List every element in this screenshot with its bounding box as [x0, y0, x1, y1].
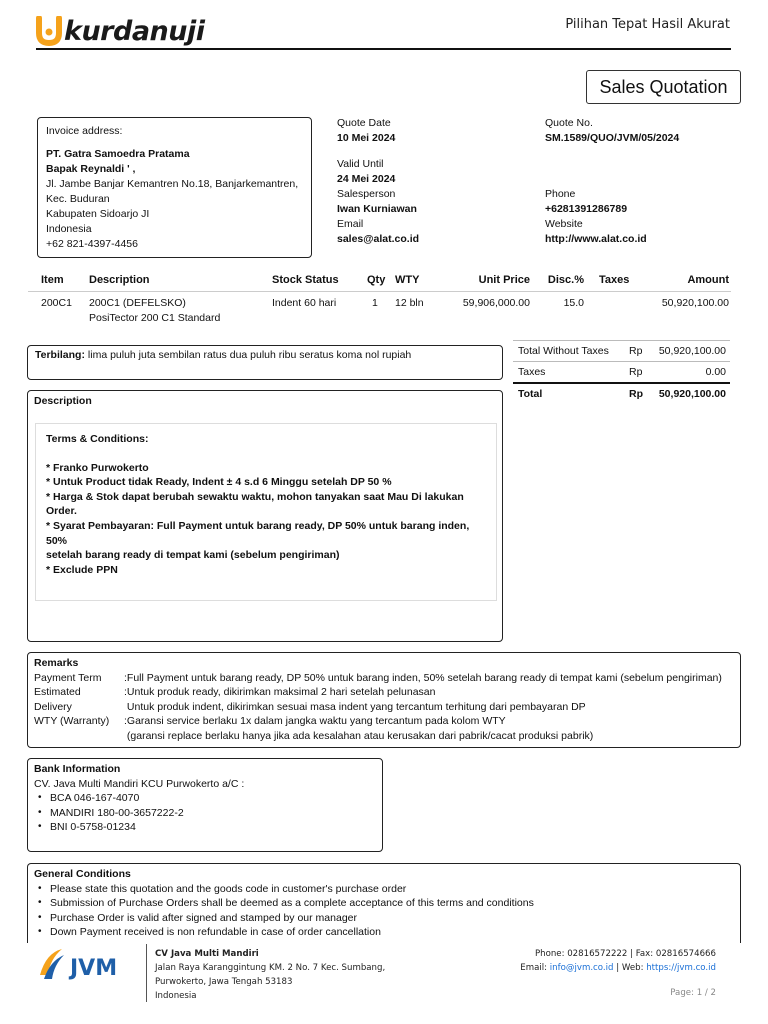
- col-item: Item: [41, 274, 64, 286]
- terbilang-text: lima puluh juta sembilan ratus dua puluh ribu seratus koma nol rupiah: [87, 349, 412, 361]
- invoice-address-label: Invoice address:: [46, 125, 123, 137]
- invoice-company: PT. Gatra Samoedra Pratama: [46, 148, 190, 160]
- row-item: 200C1: [41, 297, 72, 309]
- invoice-address-line: Jl. Jambe Banjar Kemantren No.18, Banjarkemantren,: [46, 178, 299, 190]
- list-item: • Submission of Purchase Orders shall be deemed as a complete acceptance of this terms and conditions: [34, 896, 734, 911]
- col-wty: WTY: [395, 274, 420, 286]
- terms-line: * Exclude PPN: [46, 563, 118, 576]
- remarks-row: [34, 685, 734, 700]
- total-value: 50,920,100.00: [658, 388, 726, 400]
- bank-list: [34, 791, 376, 835]
- remarks-key: [34, 729, 124, 744]
- jvm-logo: [36, 945, 136, 985]
- total-label: Total: [518, 388, 543, 400]
- col-amount: Amount: [687, 274, 729, 286]
- invoice-address-box: [37, 117, 312, 258]
- quote-date-block: [337, 116, 395, 146]
- logo-u-mark-icon: [36, 16, 62, 46]
- currency: Rp: [629, 388, 643, 400]
- terbilang-box: [27, 345, 503, 380]
- salesperson-value: Iwan Kurniawan: [337, 203, 417, 215]
- terms-line: setelah barang ready di tempat kami (sebelum pengiriman): [46, 549, 340, 562]
- quote-date-label: Quote Date: [337, 117, 391, 129]
- list-item: • Down Payment received is non refundable in case of order cancellation: [34, 925, 734, 940]
- terms-line: * Syarat Pembayaran: Full Payment untuk barang ready, DP 50% untuk barang inden,: [46, 519, 470, 532]
- table-row: [28, 292, 731, 328]
- footer-divider: [146, 944, 147, 1002]
- items-table-header: [28, 270, 731, 292]
- row-qty: 1: [372, 297, 378, 309]
- row-unit-price: 59,906,000.00: [462, 297, 530, 309]
- footer-phone-fax: Phone: 02816572222 | Fax: 02816574666: [534, 949, 716, 959]
- terms-box: [35, 423, 497, 601]
- valid-until-label: Valid Until: [337, 158, 384, 170]
- list-item: • BCA 046-167-4070: [34, 791, 376, 806]
- footer-web-label: | Web:: [616, 963, 644, 973]
- row-wty: 12 bln: [395, 297, 424, 309]
- terms-line: * Untuk Product tidak Ready, Indent ± 4 s.d 6 Minggu setelah DP 50 %: [46, 476, 392, 489]
- remarks-key: Delivery: [34, 700, 72, 713]
- remarks-label: Remarks: [34, 657, 79, 669]
- header-divider: [36, 48, 731, 50]
- list-item: • Please state this quotation and the goods code in customer's purchase order: [34, 882, 734, 897]
- invoice-address-line: Kabupaten Sidoarjo JI: [46, 208, 150, 220]
- row-disc: 15.0: [563, 297, 584, 309]
- description-label: Description: [34, 395, 92, 407]
- total-without-taxes-value: 50,920,100.00: [658, 345, 726, 357]
- tagline: Pilihan Tepat Hasil Akurat: [565, 17, 730, 32]
- currency: Rp: [629, 366, 643, 378]
- brand-name: kurdanuji: [64, 15, 205, 47]
- document-title: Sales Quotation: [586, 70, 741, 104]
- list-item: • Purchase Order is valid after signed and stamped by our manager: [34, 911, 734, 926]
- col-description: Description: [89, 274, 150, 286]
- bank-account: CV. Java Multi Mandiri KCU Purwokerto a/C :: [34, 777, 245, 790]
- footer-company: CV Java Multi Mandiri: [155, 949, 259, 959]
- footer-address-line: Jalan Raya Karanggintung KM. 2 No. 7 Kec. Sumbang,: [155, 963, 386, 973]
- salesperson-label: Salesperson: [337, 188, 396, 200]
- email-value[interactable]: sales@alat.co.id: [337, 233, 420, 245]
- terms-title: Terms & Conditions:: [46, 433, 149, 445]
- quote-no-label: Quote No.: [545, 117, 593, 129]
- footer-email-label: Email:: [520, 963, 548, 973]
- phone-label: Phone: [545, 188, 576, 200]
- jvm-logo-text: JVM: [70, 956, 118, 981]
- general-conditions-label: General Conditions: [34, 868, 131, 880]
- remarks-row: [34, 729, 734, 744]
- valid-until-value: 24 Mei 2024: [337, 173, 396, 185]
- terbilang-label: Terbilang:: [35, 349, 85, 361]
- remarks-key: WTY (Warranty): [34, 715, 110, 728]
- row-amount: 50,920,100.00: [661, 297, 729, 309]
- total-without-taxes-label: Total Without Taxes: [518, 345, 609, 357]
- kurdanuji-logo: [36, 12, 205, 50]
- general-conditions-box: [27, 863, 741, 943]
- footer-email-web: [520, 961, 716, 975]
- general-conditions-list: [34, 882, 734, 940]
- remarks-row: [34, 671, 734, 686]
- email-label: Email: [337, 218, 364, 230]
- quote-date-value: 10 Mei 2024: [337, 132, 396, 144]
- remarks-row: [34, 714, 734, 729]
- col-taxes: Taxes: [599, 274, 630, 286]
- row-description-line1: 200C1 (DEFELSKO): [89, 297, 186, 309]
- taxes-row: [513, 361, 730, 382]
- invoice-contact: Bapak Reynaldi ' ,: [46, 163, 136, 175]
- remarks-key: Estimated: [34, 686, 81, 699]
- row-description: [89, 296, 220, 326]
- bank-information-box: [27, 758, 383, 852]
- row-stock: Indent 60 hari: [272, 297, 337, 309]
- remarks-value: :Full Payment untuk barang ready, DP 50% untuk barang inden, 50% setelah barang ready di tempat kami (sebelum pengiriman): [124, 671, 722, 684]
- footer-address-line: Purwokerto, Jawa Tengah 53183: [155, 977, 293, 987]
- footer-address: [155, 947, 385, 1003]
- footer-contact: [520, 947, 716, 975]
- currency: Rp: [629, 345, 643, 357]
- contact-block: [545, 187, 647, 247]
- col-unit-price: Unit Price: [478, 274, 530, 286]
- website-value[interactable]: http://www.alat.co.id: [545, 233, 647, 245]
- remarks-value: :Garansi service berlaku 1x dalam jangka waktu yang tercantum pada kolom WTY: [124, 715, 506, 728]
- terms-line: Order.: [46, 505, 77, 518]
- footer-address-line: Indonesia: [155, 991, 197, 1001]
- total-without-taxes-row: [513, 340, 730, 361]
- totals-table: [513, 340, 730, 403]
- bank-label: Bank Information: [34, 763, 121, 775]
- description-box: [27, 390, 503, 642]
- terms-line: 50%: [46, 534, 68, 547]
- remarks-row: [34, 700, 734, 715]
- remarks-value: :Untuk produk ready, dikirimkan maksimal 2 hari setelah pelunasan: [124, 686, 436, 699]
- phone-value: +6281391286789: [545, 203, 628, 215]
- invoice-phone: +62 821-4397-4456: [46, 238, 138, 250]
- invoice-address-line: Indonesia: [46, 223, 92, 235]
- taxes-label: Taxes: [518, 366, 546, 378]
- page-number: Page: 1 / 2: [670, 988, 716, 998]
- quote-no-block: [545, 116, 679, 146]
- terms-line: * Franko Purwokerto: [46, 461, 149, 474]
- col-qty: Qty: [367, 274, 386, 286]
- total-row: [513, 382, 730, 403]
- remarks-box: [27, 652, 741, 748]
- col-disc: Disc.%: [547, 274, 584, 286]
- taxes-value: 0.00: [705, 366, 726, 378]
- remarks-value: Untuk produk indent, dikirimkan sesuai masa indent yang tercantum terhitung dari pembayaran DP: [124, 700, 586, 713]
- footer-web-link[interactable]: https://jvm.co.id: [646, 963, 716, 973]
- terms-line: * Harga & Stok dapat berubah sewaktu waktu, mohon tanyakan saat Mau Di lakukan: [46, 490, 464, 503]
- row-description-line2: PosiTector 200 C1 Standard: [89, 312, 221, 324]
- list-item: • BNI 0-5758-01234: [34, 820, 376, 835]
- invoice-address-line: Kec. Buduran: [46, 193, 110, 205]
- remarks-key: Payment Term: [34, 671, 102, 684]
- footer-email-link[interactable]: info@jvm.co.id: [549, 963, 614, 973]
- remarks-value: (garansi replace berlaku hanya jika ada kesalahan atau kerusakan dari pabrik/cacat produksi pabrik): [124, 729, 594, 742]
- valid-until-block: [337, 157, 419, 247]
- col-stock-status: Stock Status: [272, 274, 339, 286]
- quote-no-value: SM.1589/QUO/JVM/05/2024: [545, 132, 680, 144]
- list-item: • MANDIRI 180-00-3657222-2: [34, 806, 376, 821]
- website-label: Website: [545, 218, 583, 230]
